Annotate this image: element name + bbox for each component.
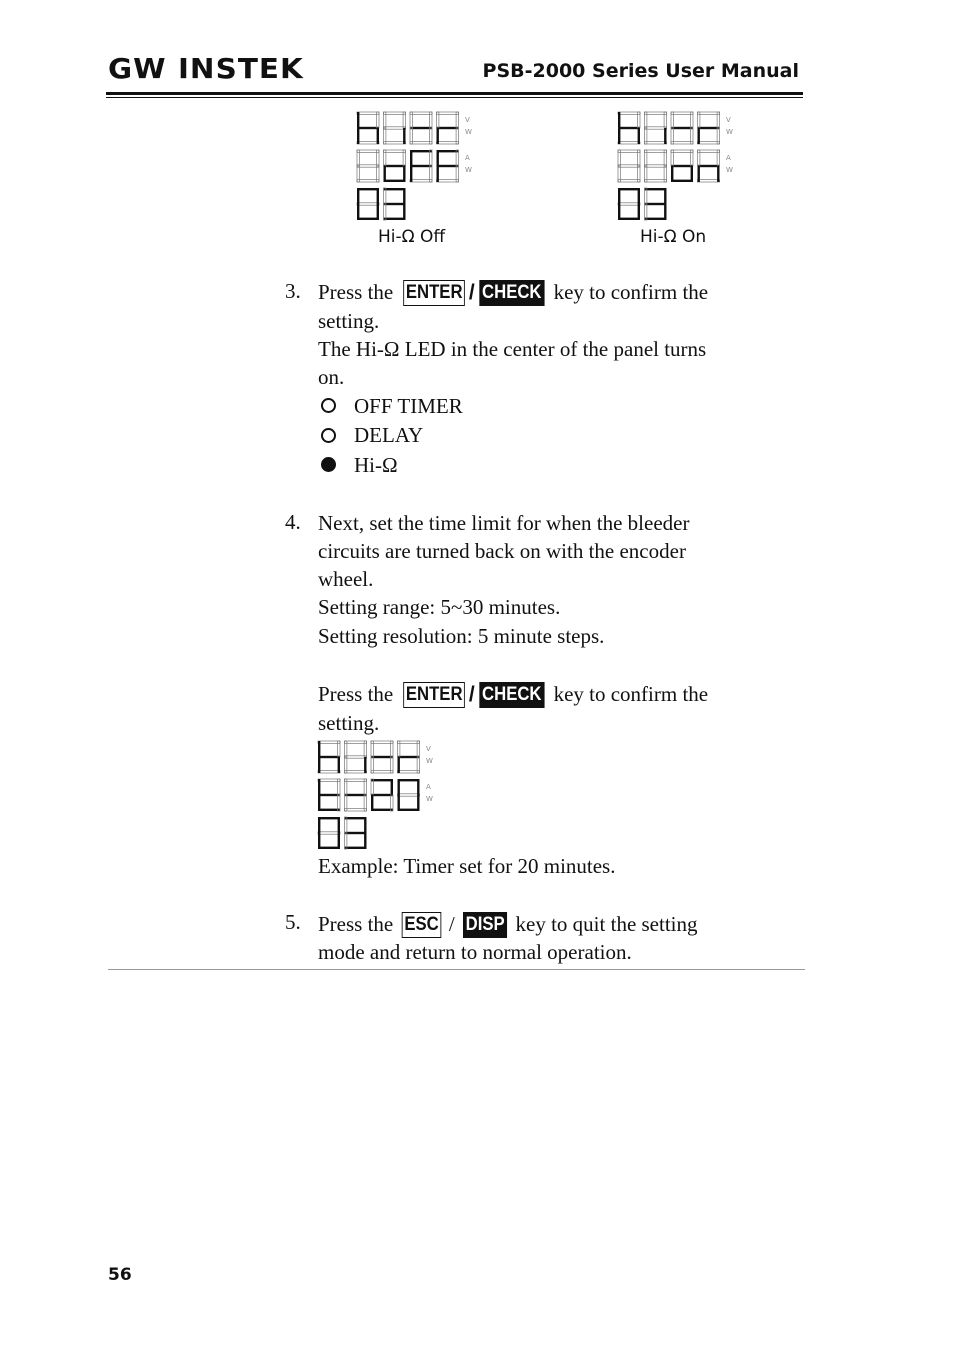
- step5-line2: mode and return to normal operation.: [318, 940, 632, 964]
- figure-caption-hi-on: Hi-Ω On: [640, 227, 707, 247]
- lcd-digit: [671, 150, 693, 182]
- led-label-off-timer: OFF TIMER: [354, 394, 463, 418]
- lcd-unit-label: W: [426, 795, 433, 803]
- step-number: 4.: [285, 510, 301, 534]
- lcd-digit: [671, 112, 693, 144]
- key-separator: /: [448, 912, 455, 936]
- lcd-digit: [410, 150, 432, 182]
- lcd-digit: [318, 741, 340, 773]
- lcd-digit: [398, 741, 420, 773]
- led-label-delay: DELAY: [354, 423, 424, 447]
- lcd-display-hi-on: [616, 110, 746, 225]
- lcd-digit: [645, 112, 667, 144]
- step4-setting-range: Setting range: 5~30 minutes.: [318, 595, 561, 619]
- check-key: CHECK: [479, 682, 544, 708]
- lcd-digit: [698, 112, 720, 144]
- lcd-digit: [345, 817, 367, 849]
- lcd-display-hi-off: [355, 110, 485, 225]
- lcd-digit: [345, 779, 367, 811]
- header-rule-thin: [106, 97, 803, 98]
- lcd-unit-label: A: [426, 783, 431, 791]
- lcd-digit: [371, 741, 393, 773]
- step4-line7: setting.: [318, 711, 380, 735]
- step-number: 3.: [285, 279, 301, 303]
- lcd-unit-label: V: [465, 116, 470, 124]
- lcd-display-timer-20: [316, 739, 446, 854]
- lcd-digit: [645, 188, 667, 220]
- lcd-digit: [384, 150, 406, 182]
- figure-caption-hi-off: Hi-Ω Off: [378, 227, 446, 247]
- lcd-digit: [698, 150, 720, 182]
- step5-after-keys: key to quit the setting: [515, 912, 698, 936]
- step3-press-text: Press the: [318, 280, 394, 304]
- enter-key: ENTER: [403, 280, 465, 306]
- lcd-digit: [618, 112, 640, 144]
- lcd-digit: [357, 188, 379, 220]
- lcd-digit: [357, 112, 379, 144]
- step4-confirm-line: [318, 680, 708, 709]
- lcd-digit: [345, 741, 367, 773]
- lcd-digit: [318, 817, 340, 849]
- enter-key: ENTER: [403, 682, 465, 708]
- lcd-unit-label: W: [465, 128, 472, 136]
- check-key: CHECK: [479, 280, 544, 306]
- step4-line2: circuits are turned back on with the encoder: [318, 539, 686, 563]
- step4-line3: wheel.: [318, 567, 374, 591]
- esc-key: ESC: [401, 912, 441, 938]
- step-number: 5.: [285, 910, 301, 934]
- lcd-unit-label: W: [726, 166, 733, 174]
- lcd-unit-label: W: [726, 128, 733, 136]
- step3-line2: setting.: [318, 309, 380, 333]
- key-separator: /: [468, 281, 475, 304]
- gw-instek-logo: GW INSTEK: [108, 52, 304, 85]
- lcd-unit-label: A: [726, 154, 731, 162]
- lcd-unit-label: W: [426, 757, 433, 765]
- lcd-digit: [437, 112, 459, 144]
- step4-example: Example: Timer set for 20 minutes.: [318, 854, 616, 878]
- section-end-rule: [108, 969, 805, 970]
- step3-line3: The Hi-Ω LED in the center of the panel turns: [318, 337, 707, 361]
- page-number: 56: [108, 1265, 132, 1285]
- manual-title: PSB-2000 Series User Manual: [482, 60, 799, 82]
- lcd-digit: [357, 150, 379, 182]
- lcd-unit-label: A: [465, 154, 470, 162]
- step3-line1: [318, 278, 708, 307]
- step5-press-text: Press the: [318, 912, 394, 936]
- header-rule-thick: [106, 92, 803, 95]
- lcd-unit-label: W: [465, 166, 472, 174]
- step4-setting-resolution: Setting resolution: 5 minute steps.: [318, 624, 605, 648]
- key-separator: /: [468, 683, 475, 706]
- step5-line1: [318, 910, 698, 938]
- lcd-digit: [618, 188, 640, 220]
- lcd-digit: [384, 112, 406, 144]
- step4-line1: Next, set the time limit for when the bleeder: [318, 511, 690, 535]
- step4-press-text: Press the: [318, 682, 394, 706]
- lcd-digit: [618, 150, 640, 182]
- lcd-digit: [384, 188, 406, 220]
- lcd-digit: [645, 150, 667, 182]
- lcd-unit-label: V: [726, 116, 731, 124]
- step3-line4: on.: [318, 365, 345, 389]
- lcd-unit-label: V: [426, 745, 431, 753]
- lcd-digit: [437, 150, 459, 182]
- lcd-digit: [398, 779, 420, 811]
- step4-after-keys: key to confirm the: [553, 682, 709, 706]
- led-label-hi-ohm: Hi-Ω: [354, 453, 398, 477]
- lcd-digit: [318, 779, 340, 811]
- lcd-digit: [410, 112, 432, 144]
- disp-key: DISP: [463, 912, 507, 938]
- led-off-timer-indicator: [321, 398, 336, 413]
- lcd-digit: [371, 779, 393, 811]
- led-hi-ohm-indicator: [321, 457, 336, 472]
- step3-after-keys: key to confirm the: [553, 280, 709, 304]
- led-delay-indicator: [321, 428, 336, 443]
